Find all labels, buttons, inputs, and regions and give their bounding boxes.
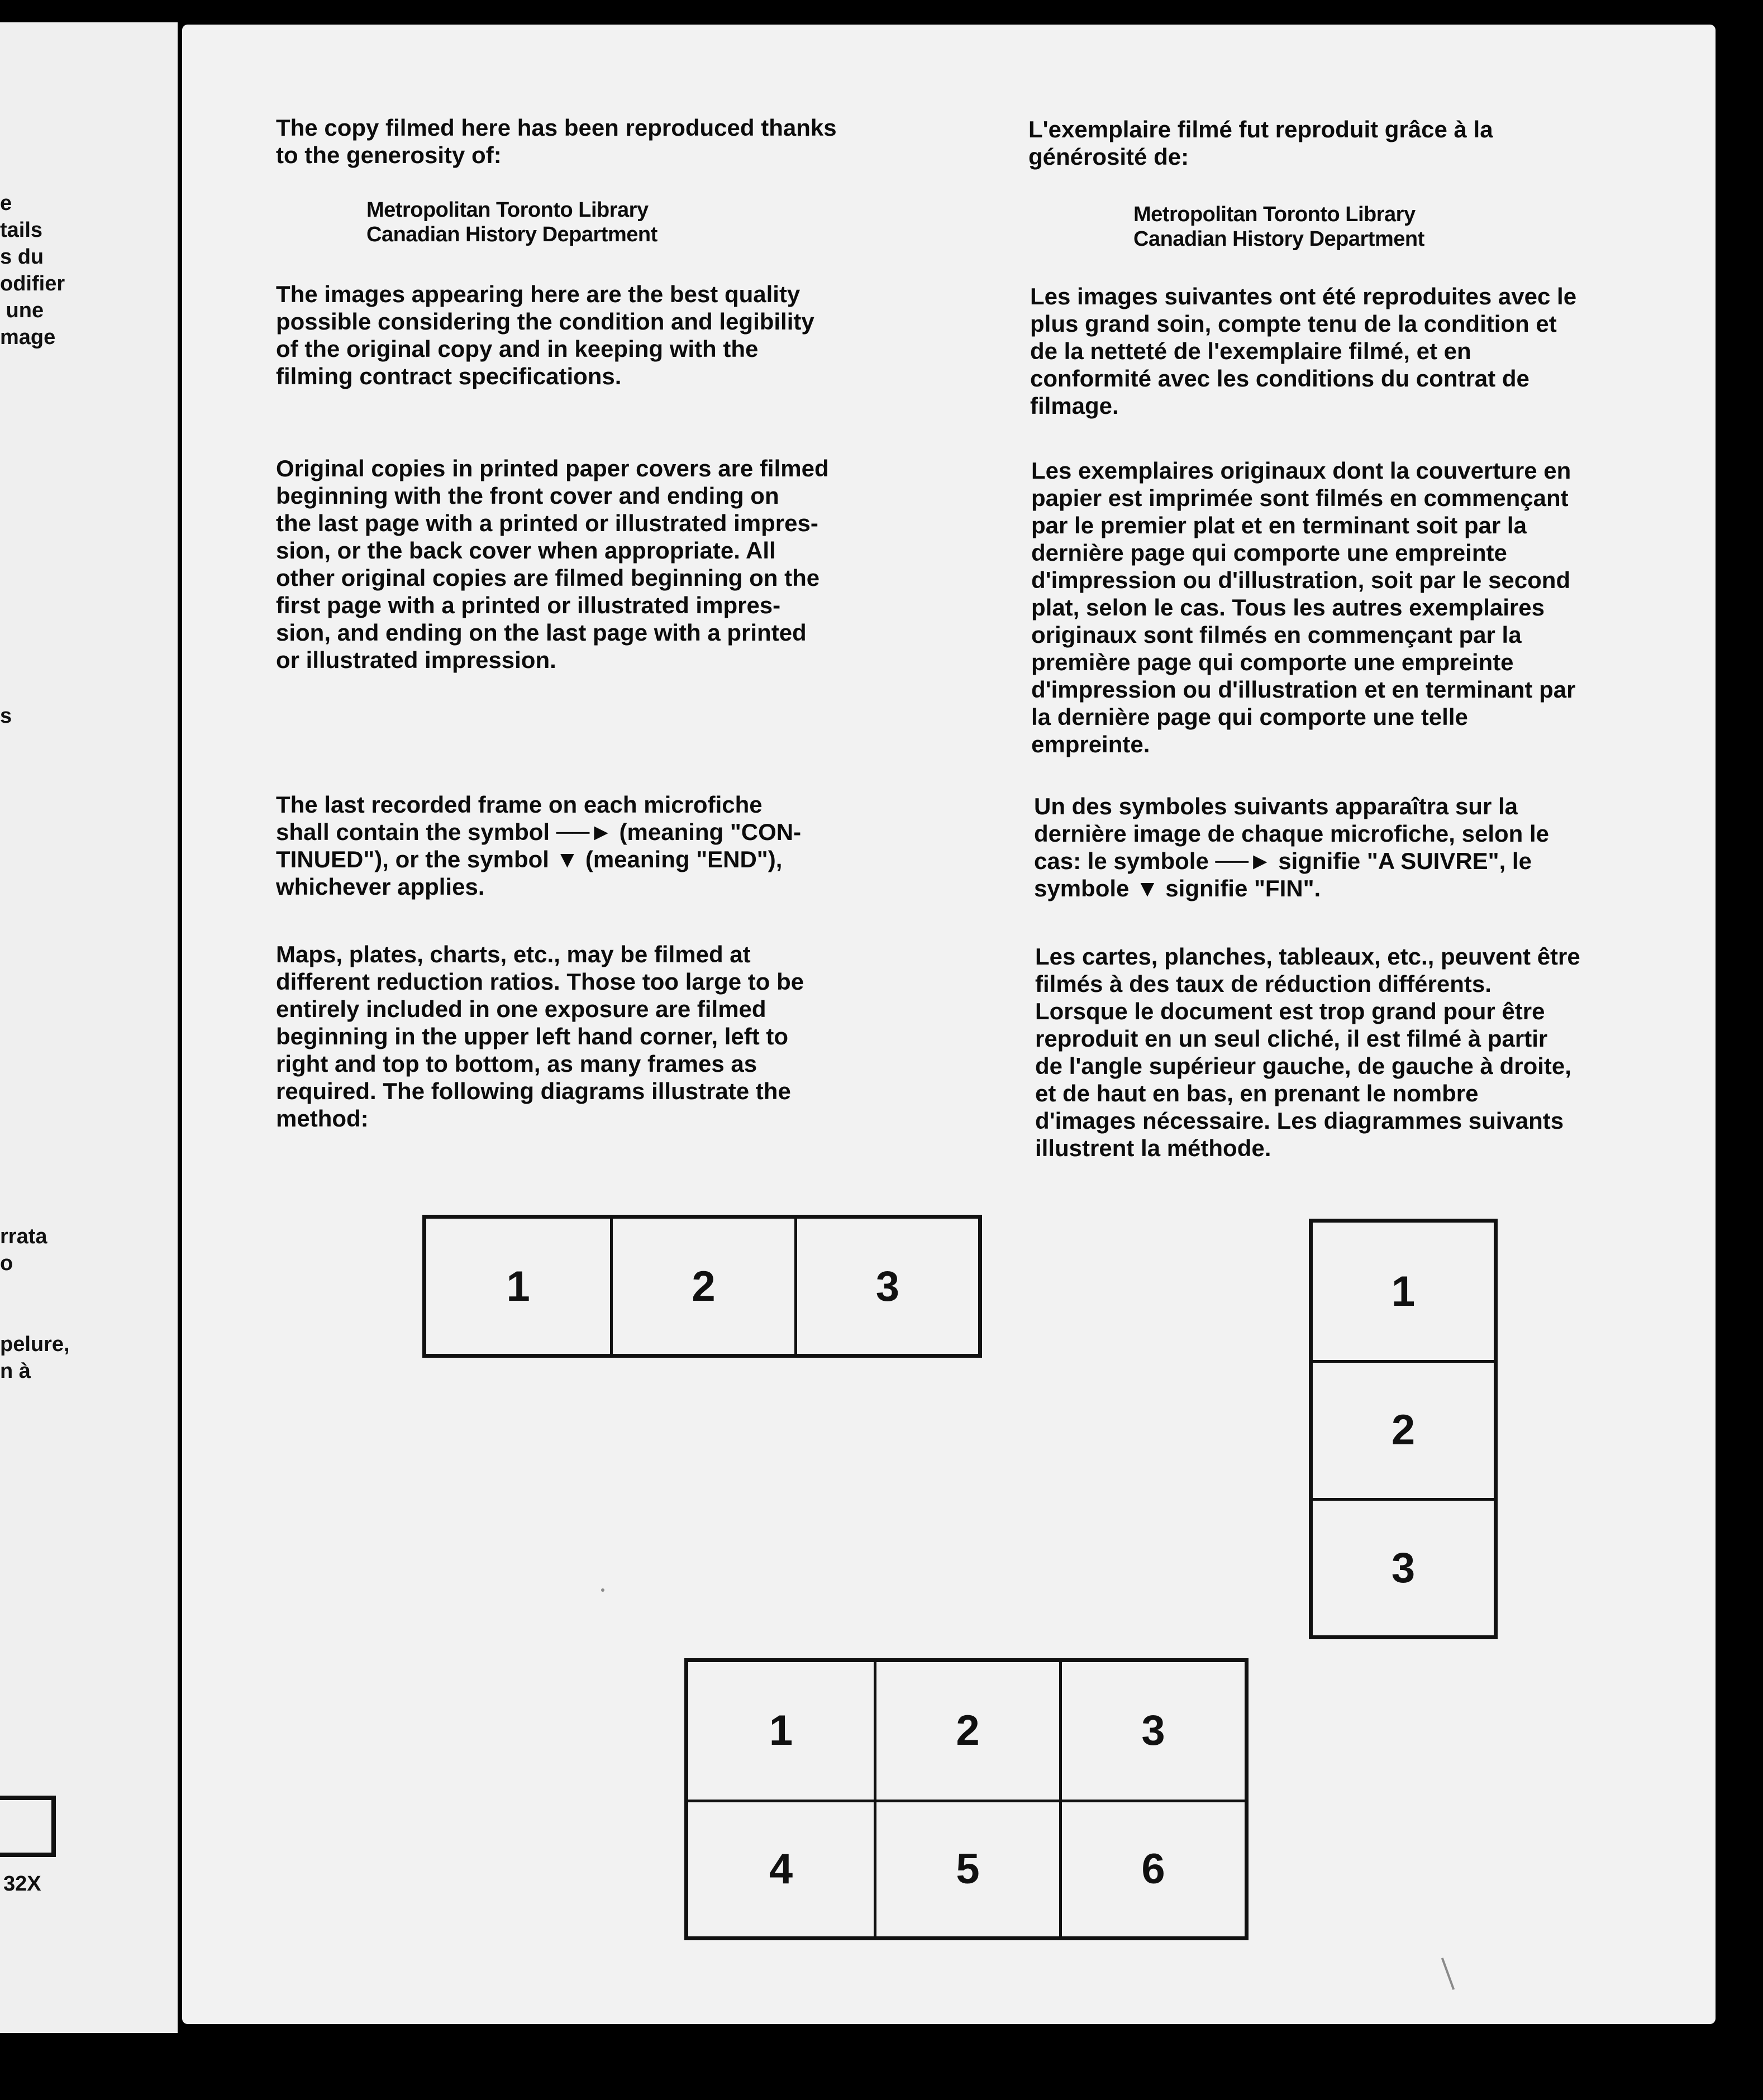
- left-fragment: e: [0, 192, 12, 215]
- fr-covers-paragraph: Les exemplaires originaux dont la couverture en papier est imprimée sont filmés en commençant par le premier plat et en terminant soit par la dernière page qui comporte une empreinte d'impression ou d'illustration, soit par le second plat, selon le cas. Tous les autres exemplaires originaux sont filmés en commençant par la première page qui comporte une empreinte d'impression ou d'illustration et en terminant par la dernière page qui comporte une telle empreinte.: [1031, 457, 1576, 757]
- en-symbols-paragraph: The last recorded frame on each microfiche shall contain the symbol ──► (meaning "CON- TINUED"), or the symbol ▼ (meaning "END"), whichever applies.: [276, 791, 802, 900]
- left-fragment: s du: [0, 245, 44, 269]
- frame-cell: 2: [610, 1219, 794, 1354]
- left-fragment: s: [0, 704, 12, 728]
- en-library-name: Metropolitan Toronto Library Canadian History Department: [366, 198, 657, 246]
- diagram-horizontal-frames: [422, 1215, 982, 1358]
- scan-scratch: [1441, 1958, 1455, 1990]
- target-box: [0, 1796, 56, 1857]
- left-fragment: odifier: [0, 272, 65, 295]
- frame-cell: 3: [1059, 1662, 1245, 1800]
- left-fragment: une: [0, 299, 44, 322]
- left-fragment: n à: [0, 1359, 31, 1383]
- filming-notice-page: [182, 25, 1716, 2024]
- scan-speck: [601, 1588, 604, 1592]
- frame-cell: 6: [1059, 1800, 1245, 1937]
- frame-cell: 2: [1313, 1360, 1494, 1497]
- frame-cell: 1: [506, 1262, 530, 1310]
- fr-library-name: Metropolitan Toronto Library Canadian History Department: [1133, 203, 1424, 251]
- left-fragment: rrata: [0, 1225, 47, 1248]
- diagram-vertical-frames: [1309, 1219, 1498, 1639]
- diagram-grid-frames: [684, 1658, 1249, 1940]
- frame-cell: 3: [794, 1219, 978, 1354]
- frame-cell: 2: [874, 1662, 1059, 1800]
- frame-cell: 1: [1391, 1267, 1416, 1315]
- frame-cell: 3: [1313, 1498, 1494, 1635]
- fr-maps-paragraph: Les cartes, planches, tableaux, etc., peuvent être filmés à des taux de réduction différents. Lorsque le document est trop grand pour être reproduit en un seul cliché, il est filmé à partir de l'angle supérieur gauche, de gauche à droite, et de haut en bas, en prenant le nombre d'images nécessaire. Les diagrammes suivants illustrent la méthode.: [1035, 943, 1580, 1161]
- en-maps-paragraph: Maps, plates, charts, etc., may be filmed at different reduction ratios. Those too large to be entirely included in one exposure are filmed beginning in the upper left hand corner, left to right and top to bottom, as many frames as required. The following diagrams illustrate the method:: [276, 941, 804, 1132]
- en-covers-paragraph: Original copies in printed paper covers are filmed beginning with the front cover and ending on the last page with a printed or illustrated impres- sion, or the back cover when appropriate. All other original copies are filmed beginning on the first page with a printed or illustrated impres- sion, and ending on the last page with a printed or illustrated impression.: [276, 455, 829, 673]
- en-credit-intro: The copy filmed here has been reproduced thanks to the generosity of:: [276, 114, 837, 168]
- frame-cell: 4: [688, 1800, 874, 1937]
- fr-symbols-paragraph: Un des symboles suivants apparaîtra sur la dernière image de chaque microfiche, selon le cas: le symbole ──► signifie "A SUIVRE", le symbole ▼ signifie "FIN".: [1034, 793, 1549, 901]
- previous-page-edge: [0, 22, 178, 2033]
- left-fragment: tails: [0, 218, 43, 242]
- fr-quality-paragraph: Les images suivantes ont été reproduites avec le plus grand soin, compte tenu de la condition et de la netteté de l'exemplaire filmé, et en conformité avec les conditions du contrat de filmage.: [1030, 283, 1577, 419]
- left-fragment: pelure,: [0, 1333, 70, 1356]
- en-quality-paragraph: The images appearing here are the best quality possible considering the condition and legibility of the original copy and in keeping with the filming contract specifications.: [276, 281, 814, 389]
- fr-credit-intro: L'exemplaire filmé fut reproduit grâce à la générosité de:: [1028, 116, 1493, 170]
- left-fragment: mage: [0, 326, 56, 349]
- magnification-label: 32X: [3, 1872, 41, 1896]
- frame-cell: 5: [874, 1800, 1059, 1937]
- left-fragment: o: [0, 1252, 13, 1275]
- frame-cell: 1: [769, 1707, 793, 1755]
